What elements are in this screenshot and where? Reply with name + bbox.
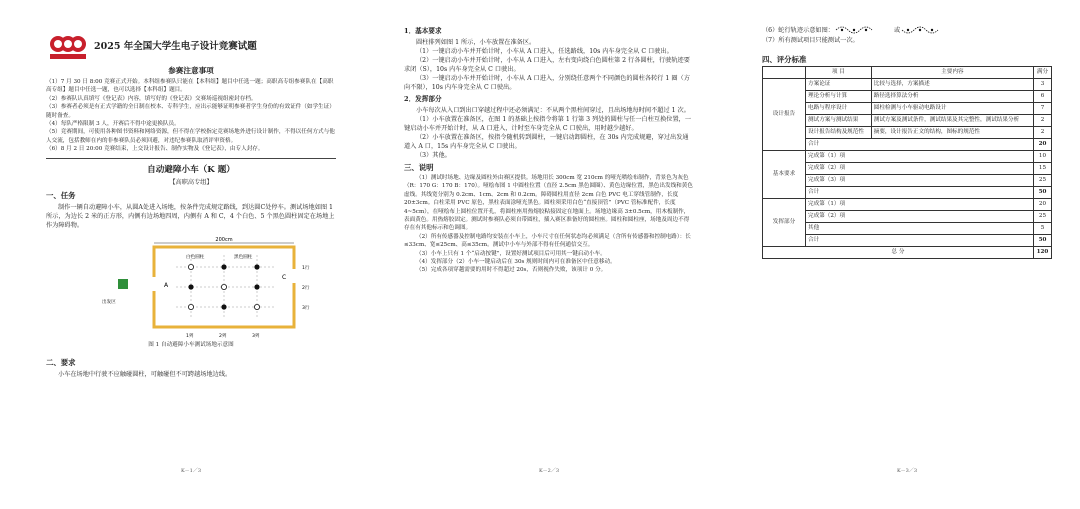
table-row [763,175,1052,187]
table-total-row [763,247,1052,259]
description-item: （2）所有传感器及控制电路均安装在小车上，小车尺寸在任何状态均必须满足（含所有传感器和控制电路）：长≤33cm、宽≤25cm、高≤35cm。测试中小车与外部不得有任何通信交互。 [404,233,691,249]
table-row [763,223,1052,235]
snake-note: （6）蛇行轨迹示意如图： [762,26,834,34]
notice-item: （6）8 月 2 日 20:00 竞赛结束，上交设计报告、制作实物及《登记表》，由专人封存。 [46,146,264,153]
extension-heading: 2．发挥部分 [404,95,442,103]
group-label: 【高职高专组】 [169,178,213,186]
table-cell: 摘要，设计报告正文的结构，图标的规范性 [871,127,1033,139]
table-cell: 5 [1033,223,1051,235]
table-cell: 20 [1033,199,1051,211]
table-cell: 3 [1033,79,1051,91]
notice-item: （4）每队严格限制 3 人，开赛后不得中途更换队员。 [46,121,180,128]
page-1 [34,16,348,478]
table-cell: 7 [1033,103,1051,115]
field-diagram [46,233,336,341]
table-cell: 25 [1033,175,1051,187]
page-2 [392,16,706,478]
description-item: （4）发挥部分（2）小车一键启动后在 30s 规则时间内可在准备区中任意移动。 [416,259,616,266]
table-row [763,199,1052,211]
divider [46,158,336,159]
table-row [763,103,1052,115]
competition-logo [46,32,90,62]
extension-intro: 小车每次从入口到出口穿越过程中还必须满足：不从两个黑柱间穿过，且出场地每时间不超过 1 次。 [416,107,690,114]
description-item: （5）完成各项穿越需要的用时不得超过 20s，否则视作失败，该项计 0 分。 [416,267,607,274]
black-pillar [188,284,193,289]
description-heading: 三、说明 [404,163,434,172]
basic-item: （2）一键启动小车并开始计时，小车从 A 口进入，左右变向绕白色圆柱第 2 行各圆柱，行驶轨迹要求闭（S），10s 内车身完全从 C 口驶出。 [404,57,690,73]
start-area-label: 出发区 [102,299,116,305]
table-cell: 完成第（1）项 [806,151,1034,163]
black-pillar [254,284,259,289]
table-cell: 设计报告结构及规范性 [806,127,872,139]
table-cell: 其他 [806,223,1034,235]
notice-item: （3）参赛者必须是有正式学籍的全日制在校本、专科学生，应出示能够证明参赛者学生身份的有效证件（如学生证）随时备查。 [46,104,335,119]
notice-heading: 参赛注意事项 [168,66,214,75]
notice-item: （2）参赛队认真填写《登记表》内容，填写好的《登记表》交赛场巡视组密封存档。 [46,95,257,102]
car-icon [118,279,128,289]
white-pillar [188,304,193,309]
basic-heading: 1．基本要求 [404,27,442,35]
description-item: （3）小车上只有 1 个“启动按键”，设置好测试项目后可用其一键启动小车。 [416,250,606,257]
dimension-label: 200cm [215,236,233,243]
table-cell: 完成第（2）项 [806,163,1034,175]
white-pillar [188,264,193,269]
label-c: C [282,273,287,281]
table-cell: 方案论证 [806,79,872,91]
table-cell: 6 [1033,91,1051,103]
exam-title: 2025 年全国大学生电子设计竞赛试题 [94,41,257,52]
figure-caption: 图 1 自动避障小车测试场地示意图 [148,341,234,348]
snake-path-alt-icon [900,24,950,36]
table-cell: 合计 [806,235,1034,247]
table-cell: 完成第（1）项 [806,199,1034,211]
table-cell: 2 [1033,115,1051,127]
table-cell: 2 [1033,127,1051,139]
legend-white: 白色圆柱 [186,254,205,260]
task-text: 制作一辆自动避障小车，从圆A处进入场地，按条件完成规定路线，到达圆C处停车。测试场地如图 1 所示，为边长 2 米的正方形，内侧有边场地四周，内侧有 A 和 C，4 个白色、5 个黑色圆柱固定在场地上作为障碍物。 [46,203,335,229]
table-row [763,235,1052,247]
table-row [763,115,1052,127]
basic-item: （1）一键启动小车并开始计时，小车从 A 口进入，任选路线，10s 内车身完全从 C 口驶出。 [416,48,673,55]
black-pillar [221,304,226,309]
requirements-heading: 二、要求 [46,358,76,368]
table-row [763,79,1052,91]
extension-item: （2）小车放置在准备区，按指令随机转到圆柱，一键启动卸圆柱，在 30s 内完成规避，穿过出发通道入 A 口，15s 内车身完全从 C 口驶出。 [404,134,689,150]
table-cell: 电路与程序设计 [806,103,872,115]
page-footer: K－3／3 [896,468,918,474]
score-heading: 四、评分标准 [762,55,807,64]
test-note: （7）所有测试项目只能测试一次。 [762,37,859,44]
task-heading: 一、任务 [46,190,76,200]
table-cell: 完成第（3）项 [806,175,1034,187]
extension-item: （3）其他。 [416,152,451,159]
table-cell: 路径选择算法分析 [871,91,1033,103]
group-cell: 发挥部分 [763,199,806,247]
white-pillar [254,304,259,309]
table-cell: 比较与选择，方案描述 [871,79,1033,91]
row-label: 1行 [302,265,310,271]
table-row [763,187,1052,199]
black-pillar [221,264,226,269]
description-item: （1）测试时场地、边缘及圆柱外由赛区提供。场地用长 300cm 宽 210cm 的哑光喷绘布制作，背景色为灰色（R：170 G：170 B：170）。哑绘布图 1 中圆柱位置（直径 2.5cm 黑色圆圈）、黄色边缘位置，黑色出发线和黄色虚线。其线宽分别为 0.2cm、1cm、2cm 和 0.2cm。障碍圆柱用直径 2cm 白色 PVC 电工穿线管制作，长度 20±3cm。白柱采用 PVC 原色，黑柱表面涂哑光黑色。圆柱须采用白色“直接顶管”（PVC 管标准配件，长度 4~5cm），在哑绘布上圆柱位置开孔，将圆柱座用热熔胶粘接固定在地面上。场地边缘高 3±0.5cm，用木板制作，表面黄色。用热熔胶固定。测试时参赛队必须自带圆柱，插入赛区准备好的圆柱座。圆柱和圆柱座，场地及周边不得存在有其他标示和色调图。 [404,175,693,232]
col-label: 2列 [219,333,227,339]
requirements-text: 小车在场地中行驶不应触碰圆柱，可触碰但不可跨越场地边线。 [58,371,232,379]
col-label: 3列 [252,333,260,339]
table-row [763,139,1052,151]
table-cell: 测试方案及测试条件，测试结果及其完整性，测试结果分析 [871,115,1033,127]
notice-item: （1）7 月 30 日 8:00 竞赛正式开始。本科组参赛队只能在【本科组】题目中任选一题；高职高专组参赛队在【高职高专组】题目中任选一题，也可以选择【本科组】题目。 [46,79,334,94]
page-footer: K－2／3 [538,468,560,474]
table-cell: 合计 [806,187,1034,199]
table-cell: 合计 [806,139,1034,151]
total-value: 120 [1033,247,1051,259]
exit-opening [290,269,298,283]
basic-item: （3）一键启动小车并开始计时，小车从 A 口进入，分别绕任意两个不同颜色的圆柱各转行 1 圈（方向不限），10s 内车身完全从 C 口驶出。 [404,75,690,91]
table-cell: 测试方案与测试结果 [806,115,872,127]
row-label: 3行 [302,305,310,311]
notice-item: （5）竞赛期间，可使用各种图书资料和网络资源，但不得在学校指定竞赛场地外进行设计制作，不得以任何方式与他人交流，包括教师在内的非参赛队员必须回避，对违纪参赛队取消评审资格。 [46,129,335,144]
snake-example [762,24,1052,36]
table-cell: 完成第（2）项 [806,211,1034,223]
notice-list [46,78,336,154]
table-header [763,67,806,79]
white-pillar [221,284,226,289]
snake-or: 或 [894,26,901,34]
table-row [763,91,1052,103]
table-header: 满分 [1033,67,1051,79]
label-a: A [164,281,169,289]
group-cell: 设计报告 [763,79,806,151]
score-table [762,66,1052,259]
table-header-row [763,67,1052,79]
extension-item: （1）小车放置在准备区，在图 1 的基础上按指令将第 1 行第 3 列处的圆柱与任一白柱互换位置，一键启动小车并开始计时，从 A 口进入，计时至车身完全从 C 口驶出，用时越少越好。 [404,116,692,132]
total-label: 总 分 [763,247,1034,259]
table-header: 项 目 [806,67,872,79]
table-cell: 圆柱检测与小车驱动电路设计 [871,103,1033,115]
legend-black: 黑色圆柱 [234,254,253,260]
page-footer: K－1／3 [180,468,202,474]
table-row [763,151,1052,163]
table-cell: 50 [1033,187,1051,199]
table-cell: 10 [1033,151,1051,163]
table-cell: 理论分析与计算 [806,91,872,103]
row-label: 2行 [302,285,310,291]
table-cell: 15 [1033,163,1051,175]
snake-path-icon [834,24,894,36]
problem-title: 自动避障小车（K 题） [147,164,235,175]
col-label: 1列 [186,333,194,339]
table-cell: 20 [1033,139,1051,151]
exam-header [46,32,336,62]
page-3 [750,16,1064,478]
table-cell: 25 [1033,211,1051,223]
table-row [763,211,1052,223]
group-cell: 基本要求 [763,151,806,199]
table-cell: 50 [1033,235,1051,247]
entry-opening [150,277,158,291]
table-row [763,163,1052,175]
black-pillar [254,264,259,269]
table-row [763,127,1052,139]
table-header: 主要内容 [871,67,1033,79]
basic-intro: 圆柱排列如图 1 所示，小车放置在准备区。 [416,39,536,46]
